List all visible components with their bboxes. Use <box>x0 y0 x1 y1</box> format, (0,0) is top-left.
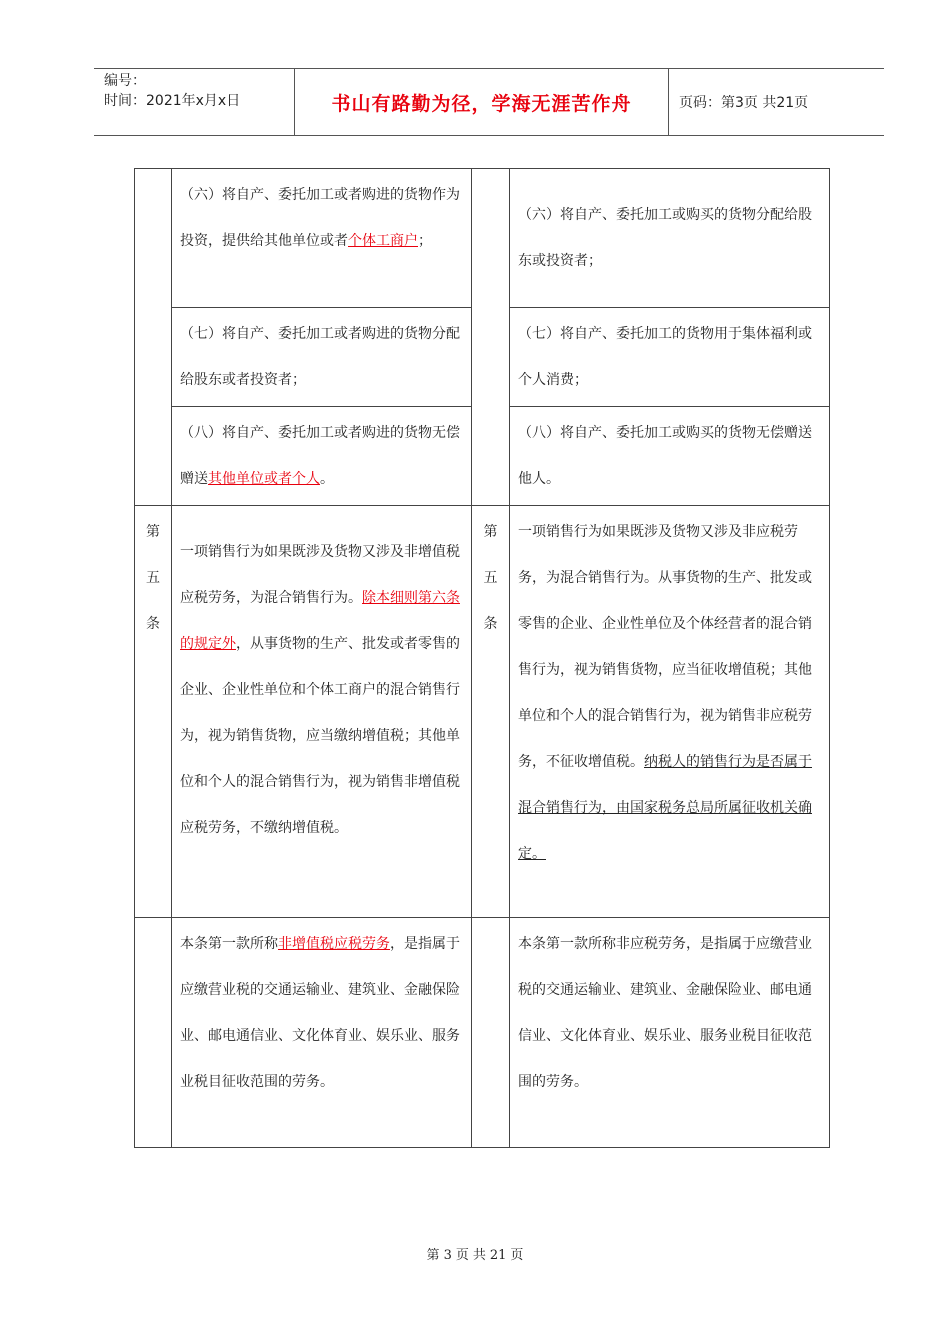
time-label: 时间：2021年x月x日 <box>104 93 241 109</box>
header-motto: 书山有路勤为径，学海无涯苦作舟 <box>295 69 669 135</box>
table-row <box>135 918 830 1148</box>
left-cell-item-6: （六）将自产、委托加工或者购进的货物作为投资，提供给其他单位或者个体工商户； <box>172 169 472 308</box>
article-label-left: 第 五 条 <box>135 506 172 918</box>
right-cell-article-5-para-2: 本条第一款所称非应税劳务，是指属于应缴营业税的交通运输业、建筑业、金融保险业、邮电通信业、文化体育业、娱乐业、服务业税目征收范围的劳务。 <box>510 918 830 1148</box>
label-cell-right-empty <box>472 918 510 1148</box>
header-page-info: 页码：第3页 共21页 <box>679 95 809 111</box>
table-row <box>135 506 830 918</box>
page-header <box>94 68 884 136</box>
footer-page-number: 3 <box>443 1248 452 1263</box>
article-label-right: 第 五 条 <box>472 506 510 918</box>
right-cell-item-7: （七）将自产、委托加工的货物用于集体福利或个人消费； <box>510 308 830 407</box>
header-meta <box>94 69 295 135</box>
left-cell-item-8: （八）将自产、委托加工或者购进的货物无偿赠送其他单位或者个人。 <box>172 407 472 506</box>
right-cell-item-8: （八）将自产、委托加工或购买的货物无偿赠送他人。 <box>510 407 830 506</box>
footer-total-pages: 21 <box>489 1248 507 1263</box>
right-cell-article-5: 一项销售行为如果既涉及货物又涉及非应税劳务，为混合销售行为。从事货物的生产、批发或零售的企业、企业性单位及个体经营者的混合销售行为，视为销售货物，应当征收增值税；其他单位和个人的混合销售行为，视为销售非应税劳务，不征收增值税。纳税人的销售行为是否属于混合销售行为，由国家税务总局所属征收机关确定。 <box>510 506 830 918</box>
right-cell-item-6: （六）将自产、委托加工或购买的货物分配给股东或投资者； <box>510 169 830 308</box>
comparison-table <box>134 168 830 1148</box>
left-cell-item-7: （七）将自产、委托加工或者购进的货物分配给股东或者投资者； <box>172 308 472 407</box>
red-underlined-text: 其他单位或者个人 <box>208 471 320 487</box>
number-label: 编号： <box>104 73 146 89</box>
underlined-text: 纳税人的销售行为是否属于混合销售行为，由国家税务总局所属征收机关确定。 <box>518 754 812 862</box>
label-cell-left-empty <box>135 918 172 1148</box>
page-footer: 第 3 页 共 21 页 <box>426 1248 524 1263</box>
red-underlined-text: 非增值税应税劳务 <box>278 936 390 952</box>
table-row <box>135 169 830 308</box>
label-cell-right-empty <box>472 169 510 506</box>
left-cell-article-5-para-2: 本条第一款所称非增值税应税劳务，是指属于应缴营业税的交通运输业、建筑业、金融保险业、邮电通信业、文化体育业、娱乐业、服务业税目征收范围的劳务。 <box>172 918 472 1148</box>
red-underlined-text: 个体工商户 <box>348 233 418 249</box>
left-cell-article-5: 一项销售行为如果既涉及货物又涉及非增值税应税劳务，为混合销售行为。除本细则第六条的规定外，从事货物的生产、批发或者零售的企业、企业性单位和个体工商户的混合销售行为，视为销售货物，应当缴纳增值税；其他单位和个人的混合销售行为，视为销售非增值税应税劳务，不缴纳增值税。 <box>172 506 472 918</box>
label-cell-left-empty <box>135 169 172 506</box>
red-underlined-text: 除本细则第六条的规定外 <box>180 590 460 652</box>
